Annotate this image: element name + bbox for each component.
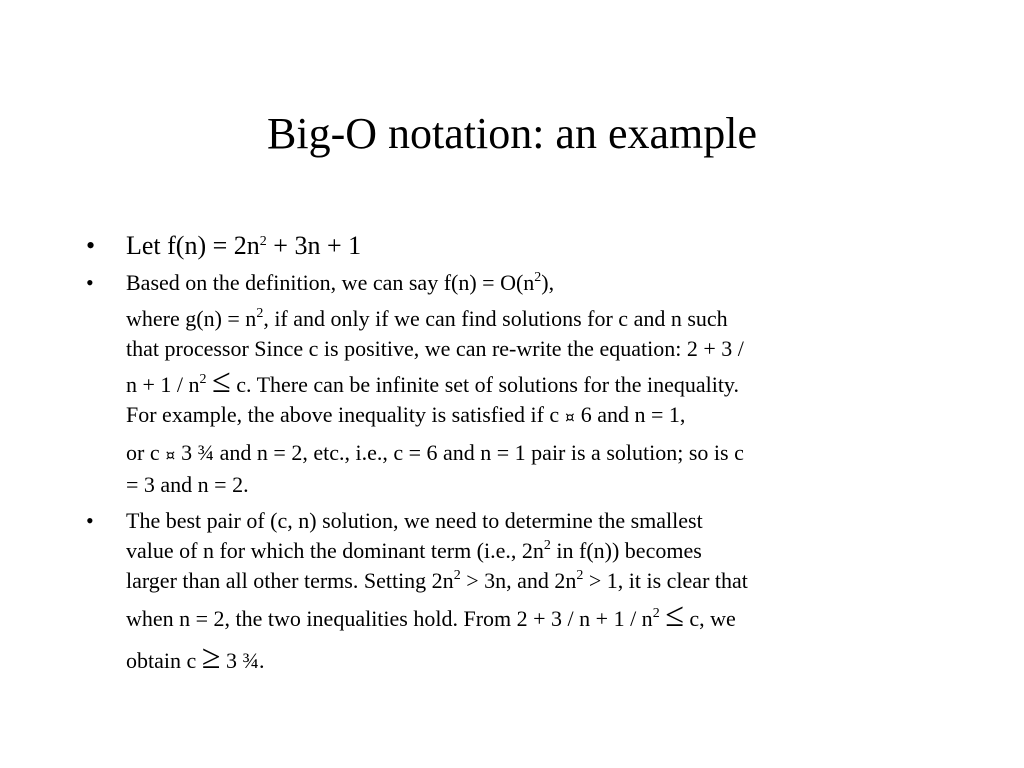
b2-line3: that processor Since c is positive, we can re-write the equation: 2 + 3 /	[126, 336, 744, 361]
less-equal-symbol: ≤	[212, 363, 231, 400]
b2-line1: Based on the definition, we can say f(n) = O(n	[126, 270, 535, 295]
b3-line2: value of n for which the dominant term (i.e., $2n^2$ in f(n)) becomes	[126, 538, 702, 563]
bullet-marker: •	[86, 270, 94, 295]
b2-paragraph-2	[86, 438, 946, 500]
greater-equal-symbol: ≥	[201, 639, 221, 676]
bullet-item-big-o-claim	[86, 268, 946, 298]
slide-body	[86, 226, 946, 676]
b3-line1: The best pair of (c, n) solution, we need to determine the smallest	[126, 508, 703, 533]
b1-exponent: 2	[259, 234, 267, 249]
bullet-item-definition	[86, 226, 946, 266]
b3-line3: larger than all other terms. Setting $2n^2 > 3n$, and $2n^2 > 1$, it is clear that	[126, 568, 748, 593]
b2-line1-exponent: 2	[534, 270, 542, 285]
b2-line5: For example, the above inequality is satisfied if c ¤ 6 and n = 1,	[126, 402, 686, 427]
b2-line6: or c ¤ 3 ¾ and n = 2, etc., i.e., c = 6 and n = 1 pair is a solution; so is c	[126, 440, 744, 465]
b3-line4: when n = 2, the two inequalities hold. From $2 + 3 / n + 1 / n^2 \le c$, we	[126, 597, 736, 634]
less-equal-symbol: ≤	[665, 597, 684, 634]
missing-glyph-icon: ¤	[565, 408, 575, 426]
b2-line1-end: ),	[541, 270, 555, 295]
bullet-item-best-pair	[86, 506, 946, 676]
slide-title: Big-O notation: an example	[267, 109, 757, 158]
bullet-marker: •	[86, 508, 94, 533]
b1-text-end: + 3n + 1	[266, 231, 362, 260]
missing-glyph-icon: ¤	[165, 446, 176, 464]
bullet-marker: •	[86, 231, 96, 260]
b2-line7: = 3 and n = 2.	[126, 472, 249, 497]
b2-line2: where $g(n) = n^2$, if and only if we can find solutions for c and n such	[126, 306, 728, 331]
b1-text: Let f(n) = 2n	[126, 231, 260, 260]
b2-line4: $n + 1 / n^2 \le c$. There can be infinite set of solutions for the inequality.	[126, 363, 740, 400]
b2-paragraph-1	[86, 304, 946, 432]
b3-line5: obtain c ≥ 3 ¾.	[126, 639, 265, 676]
